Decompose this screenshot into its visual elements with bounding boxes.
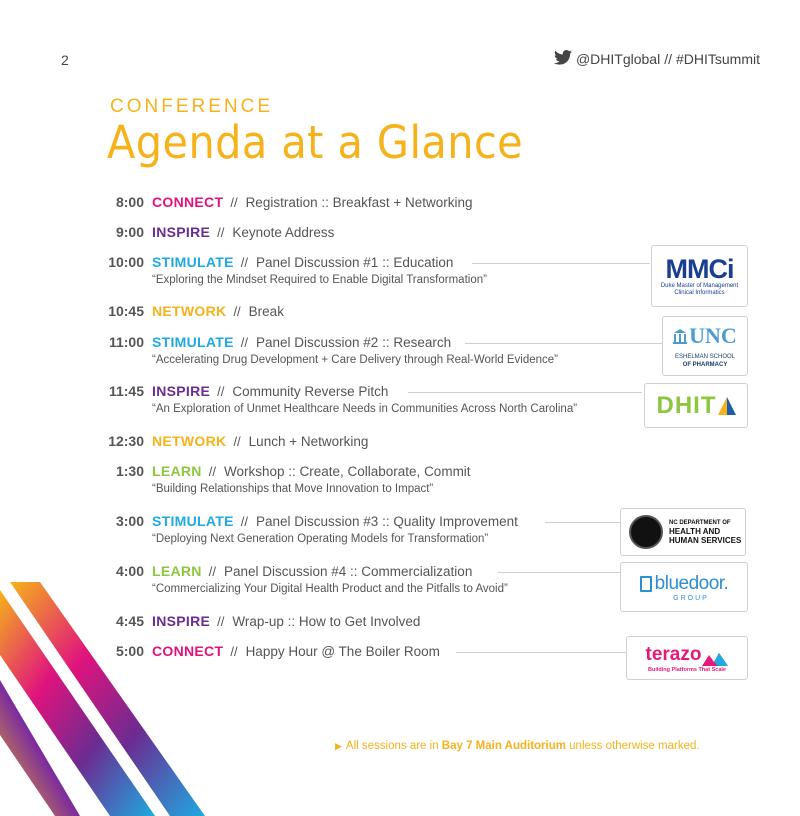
agenda-time: 9:00 bbox=[115, 224, 144, 240]
agenda-title: Lunch + Networking bbox=[248, 434, 369, 449]
agenda-category: CONNECT bbox=[152, 194, 224, 210]
terazo-tagline: Building Platforms That Scale bbox=[648, 666, 726, 673]
agenda-separator: // bbox=[240, 335, 248, 350]
terazo-logo bbox=[626, 636, 748, 680]
mmci-logo-line2: Clinical Informatics bbox=[674, 290, 725, 296]
decorative-stripes bbox=[0, 560, 220, 816]
agenda-item bbox=[0, 194, 800, 214]
agenda-title: Panel Discussion #3 :: Quality Improvement bbox=[256, 514, 518, 529]
agenda-category: LEARN bbox=[152, 463, 202, 479]
agenda-time: 5:00 bbox=[115, 643, 144, 659]
agenda-separator: // bbox=[240, 255, 248, 270]
bluedoor-logo-line1: GROUP bbox=[673, 594, 709, 602]
agenda-subtitle: “Commercializing Your Digital Health Product and the Pitfalls to Avoid” bbox=[152, 583, 508, 595]
play-arrow-icon: ▶ bbox=[335, 741, 342, 751]
agenda-title: Break bbox=[248, 304, 284, 319]
agenda-category: CONNECT bbox=[152, 643, 224, 659]
ncdhhs-line1: NC DEPARTMENT OF bbox=[669, 520, 731, 526]
agenda-category: LEARN bbox=[152, 563, 202, 579]
agenda-title: Keynote Address bbox=[232, 225, 335, 240]
unc-logo-line2: OF PHARMACY bbox=[682, 362, 728, 368]
agenda-subtitle: “Accelerating Drug Development + Care Delivery through Real-World Evidence” bbox=[152, 354, 558, 366]
agenda-time: 4:00 bbox=[115, 563, 144, 579]
agenda-item bbox=[0, 463, 800, 503]
venue-note bbox=[335, 740, 700, 752]
leader-line bbox=[545, 522, 620, 523]
agenda-subtitle: “An Exploration of Unmet Healthcare Needs in Communities Across North Carolina” bbox=[152, 403, 578, 415]
agenda-title: Workshop :: Create, Collaborate, Commit bbox=[223, 464, 471, 479]
agenda-category: INSPIRE bbox=[152, 383, 211, 399]
agenda-category: NETWORK bbox=[152, 303, 227, 319]
bluedoor-logo bbox=[620, 562, 748, 612]
ncdhhs-logo bbox=[620, 508, 746, 556]
page-number: 2 bbox=[61, 52, 69, 68]
ncdhhs-seal-icon bbox=[629, 515, 663, 549]
bluedoor-logo-name: bluedoor. bbox=[654, 572, 729, 594]
agenda-title: Happy Hour @ The Boiler Room bbox=[245, 644, 440, 659]
agenda-category: STIMULATE bbox=[152, 334, 234, 350]
agenda-category: NETWORK bbox=[152, 433, 227, 449]
section-kicker: CONFERENCE bbox=[110, 96, 274, 117]
agenda-separator: // bbox=[208, 564, 216, 579]
dhit-triangle-icon bbox=[718, 397, 736, 415]
agenda-separator: // bbox=[217, 384, 225, 399]
agenda-title: Panel Discussion #1 :: Education bbox=[256, 255, 454, 270]
leader-line bbox=[408, 392, 642, 393]
agenda-time: 8:00 bbox=[115, 194, 144, 210]
agenda-title: Panel Discussion #2 :: Research bbox=[256, 335, 452, 350]
mmci-logo bbox=[651, 245, 748, 307]
old-well-icon bbox=[673, 328, 687, 344]
venue-name: Bay 7 Main Auditorium bbox=[441, 740, 566, 752]
agenda-separator: // bbox=[233, 434, 241, 449]
leader-line bbox=[472, 263, 650, 264]
agenda-time: 10:45 bbox=[108, 303, 144, 319]
twitter-handle: @DHITglobal bbox=[575, 51, 661, 67]
agenda-category: INSPIRE bbox=[152, 224, 211, 240]
agenda-time: 1:30 bbox=[115, 463, 144, 479]
agenda-separator: // bbox=[233, 304, 241, 319]
agenda-time: 12:30 bbox=[108, 433, 144, 449]
agenda-time: 11:00 bbox=[108, 334, 144, 350]
agenda-separator: // bbox=[217, 225, 225, 240]
agenda-time: 3:00 bbox=[115, 513, 144, 529]
agenda-subtitle: “Deploying Next Generation Operating Models for Transformation” bbox=[152, 533, 489, 545]
terazo-logo-name: terazo bbox=[645, 643, 702, 665]
agenda-time: 10:00 bbox=[108, 254, 144, 270]
twitter-icon bbox=[554, 50, 572, 68]
leader-line bbox=[456, 652, 626, 653]
agenda-item bbox=[0, 224, 800, 244]
mmci-logo-line1: Duke Master of Management bbox=[660, 283, 739, 289]
agenda-separator: // bbox=[240, 514, 248, 529]
mmci-logo-name: MMCi bbox=[665, 254, 734, 284]
agenda-separator: // bbox=[230, 644, 238, 659]
agenda-separator: // bbox=[230, 195, 238, 210]
dhit-logo-name: DHIT bbox=[656, 391, 717, 419]
agenda-title: Registration :: Breakfast + Networking bbox=[245, 195, 473, 210]
dhit-logo bbox=[644, 383, 748, 428]
agenda-category: STIMULATE bbox=[152, 254, 234, 270]
social-divider: // bbox=[664, 51, 672, 67]
agenda-title: Wrap-up :: How to Get Involved bbox=[232, 614, 421, 629]
leader-line bbox=[465, 343, 662, 344]
agenda-title: Panel Discussion #4 :: Commercialization bbox=[223, 564, 473, 579]
unc-logo-line1: ESHELMAN SCHOOL bbox=[674, 354, 735, 360]
agenda-category: INSPIRE bbox=[152, 613, 211, 629]
page-title: Agenda at a Glance bbox=[107, 116, 524, 169]
unc-logo-name: UNC bbox=[689, 323, 737, 348]
agenda-time: 11:45 bbox=[108, 383, 144, 399]
unc-logo bbox=[662, 316, 748, 376]
hashtag: #DHITsummit bbox=[675, 51, 760, 67]
stripe-band-1 bbox=[0, 590, 155, 816]
agenda-subtitle: “Building Relationships that Move Innovation to Impact” bbox=[152, 483, 434, 495]
agenda-subtitle: “Exploring the Mindset Required to Enable Digital Transformation” bbox=[152, 274, 487, 286]
agenda-category: STIMULATE bbox=[152, 513, 234, 529]
leader-line bbox=[498, 572, 620, 573]
ncdhhs-line3: HUMAN SERVICES bbox=[669, 536, 742, 545]
agenda-title: Community Reverse Pitch bbox=[232, 384, 389, 399]
agenda-separator: // bbox=[217, 614, 225, 629]
venue-note-suffix: unless otherwise marked. bbox=[565, 740, 700, 752]
social-handles bbox=[554, 50, 760, 68]
agenda-separator: // bbox=[208, 464, 216, 479]
bluedoor-door-icon bbox=[640, 576, 652, 592]
terazo-mountain-icon bbox=[702, 652, 728, 666]
venue-note-prefix: All sessions are in bbox=[345, 740, 442, 752]
agenda-item bbox=[0, 433, 800, 453]
agenda-time: 4:45 bbox=[115, 613, 144, 629]
ncdhhs-line2: HEALTH AND bbox=[669, 527, 721, 536]
